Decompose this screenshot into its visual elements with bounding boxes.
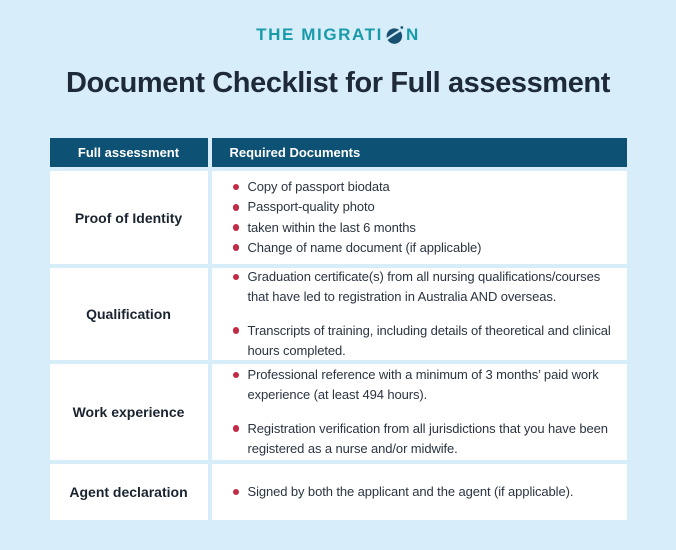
row-label-proof-of-identity: Proof of Identity bbox=[50, 171, 208, 264]
row-label-agent-declaration: Agent declaration bbox=[50, 464, 208, 520]
bullet-item: Passport-quality photo bbox=[232, 197, 482, 217]
bullet-list bbox=[232, 365, 617, 459]
bullet-item: Graduation certificate(s) from all nursing qualifications/courses that have led to registration in Australia AND overseas. bbox=[232, 267, 617, 307]
checklist-table bbox=[50, 138, 627, 520]
bullet-item: Change of name document (if applicable) bbox=[232, 238, 482, 258]
brand-text-suffix: N bbox=[405, 25, 420, 44]
row-label-work-experience: Work experience bbox=[50, 364, 208, 460]
row-docs-work-experience bbox=[212, 364, 627, 460]
column-header-full-assessment: Full assessment bbox=[50, 138, 208, 167]
row-docs-qualification bbox=[212, 268, 627, 360]
brand-text-prefix: THE MIGRATI bbox=[256, 25, 383, 44]
bullet-item: Registration verification from all jurisdictions that you have been registered as a nurse and/or midwife. bbox=[232, 419, 617, 459]
brand-logo bbox=[0, 25, 676, 45]
bullet-list bbox=[232, 482, 574, 502]
bullet-item: taken within the last 6 months bbox=[232, 218, 482, 238]
bullet-list bbox=[232, 267, 617, 361]
bullet-item: Professional reference with a minimum of 3 months’ paid work experience (at least 494 hours). bbox=[232, 365, 617, 405]
bullet-list bbox=[232, 177, 482, 258]
row-label-qualification: Qualification bbox=[50, 268, 208, 360]
page-title: Document Checklist for Full assessment bbox=[65, 67, 610, 99]
bullet-item: Signed by both the applicant and the agent (if applicable). bbox=[232, 482, 574, 502]
bullet-item: Copy of passport biodata bbox=[232, 177, 482, 197]
globe-icon bbox=[386, 25, 404, 45]
bullet-item: Transcripts of training, including details of theoretical and clinical hours completed. bbox=[232, 321, 617, 361]
column-header-required-documents: Required Documents bbox=[212, 138, 627, 167]
row-docs-proof-of-identity bbox=[212, 171, 627, 264]
row-docs-agent-declaration bbox=[212, 464, 627, 520]
